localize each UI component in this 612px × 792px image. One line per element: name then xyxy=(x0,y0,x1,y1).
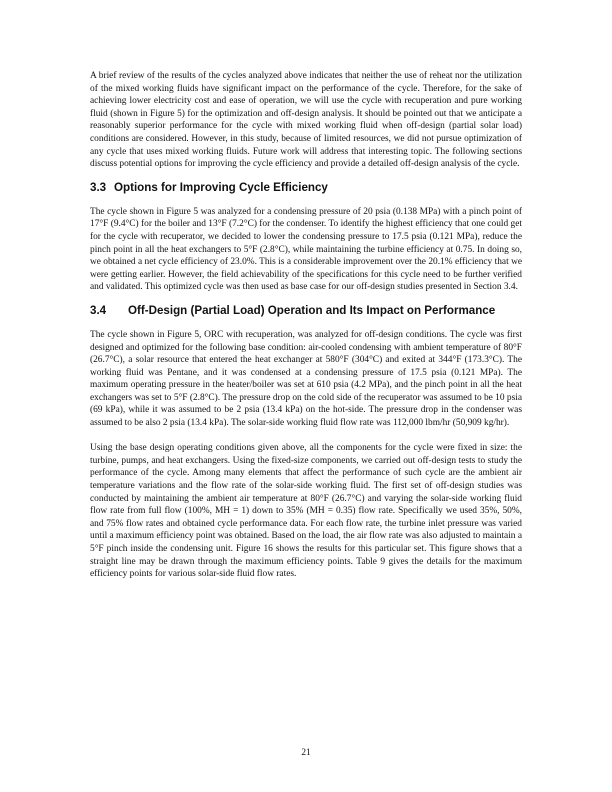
section-3-3-title: Options for Improving Cycle Efficiency xyxy=(114,180,328,194)
section-3-4-heading xyxy=(90,304,522,318)
section-3-4-paragraph-2: Using the base design operating conditions given above, all the components for the cycle were fixed in size: the turbine, pumps, and heat exchangers. Using the fixed-size components, we carried out off-design tests to study the performance of the cycle. Among many elements that affect the performance of such cycle are the ambient air temperature variations and the flow rate of the solar-side working fluid. The first set of off-design studies was conducted by maintaining the ambient air temperature at 80°F (26.7°C) and varying the solar-side working fluid flow rate from full flow (100%, MH = 1) down to 35% (MH = 0.35) flow rate. Specifically we used 35%, 50%, and 75% flow rates and obtained cycle performance data. For each flow rate, the turbine inlet pressure was varied until a maximum efficiency point was obtained. Based on the load, the air flow rate was also adjusted to maintain a 5°F pinch inside the condensing unit. Figure 16 shows the results for this particular set. This figure shows that a straight line may be drawn through the maximum efficiency points. Table 9 gives the details for the maximum efficiency points for various solar-side fluid flow rates. xyxy=(90,443,523,580)
section-3-3-paragraph: The cycle shown in Figure 5 was analyzed for a condensing pressure of 20 psia (0.138 MPa) with a pinch point of 17°F (9.4°C) for the boiler and 13°F (7.2°C) for the condenser. To identify the highest efficiency that one could get for the cycle with recuperator, we decided to lower the condensing pressure to 17.5 psia (0.121 MPa), reduce the pinch point in all the heat exchangers to 5°F (2.8°C), while maintaining the turbine efficiency at 0.75. In doing so, we obtained a net cycle efficiency of 23.0%. This is a considerable improvement over the 20.1% efficiency that we were getting earlier. However, the field achievability of the specifications for this cycle need to be further verified and validated. This optimized cycle was then used as base case for our off-design studies presented in Section 3.4. xyxy=(90,206,522,293)
section-3-3-number: 3.3 xyxy=(90,180,107,194)
section-3-4-number: 3.4 xyxy=(90,303,107,317)
section-3-4-paragraph-1: The cycle shown in Figure 5, ORC with recuperation, was analyzed for off-design conditions. The cycle was first designed and optimized for the following base condition: air-cooled condensing with ambient temperature of 80°F (26.7°C), a solar resource that entered the heat exchanger at 580°F (304°C) and exited at 344°F (173.3°C). The working fluid was Pentane, and it was condensed at a condensing pressure of 17.5 psia (0.121 MPa). The maximum operating pressure in the heater/boiler was set at 610 psia (4.2 MPa), and the pinch point in all the heat exchangers was set to 5°F (2.8°C). The pressure drop on the cold side of the recuperator was assumed to be 10 psia (69 kPa), while it was assumed to be 2 psia (13.4 kPa) on the hot-side. The pressure drop in the condenser was assumed to be also 2 psia (13.4 kPa). The solar-side working fluid flow rate was 112,000 lbm/hr (50,909 kg/hr). xyxy=(90,329,522,429)
section-3-3-heading xyxy=(90,181,522,195)
document-page xyxy=(90,70,522,581)
section-3-4-title: Off-Design (Partial Load) Operation and Its Impact on Performance xyxy=(128,303,496,317)
intro-paragraph: A brief review of the results of the cycles analyzed above indicates that neither the use of reheat nor the utilization of the mixed working fluids have significant impact on the performance of the cycle. Therefore, for the sake of achieving lower electricity cost and ease of operation, we will use the cycle with recuperation and pure working fluid (shown in Figure 5) for the optimization and off-design analysis. It should be pointed out that we anticipate a reasonably superior performance for the cycle with mixed working fluid when off-design (partial solar load) conditions are considered. However, in this study, because of limited resources, we did not pursue optimization of any cycle that uses mixed working fluids. Future work will address that interesting topic. The following sections discuss potential options for improving the cycle efficiency and provide a detailed off-design analysis of the cycle. xyxy=(90,71,522,170)
page-number: 21 xyxy=(301,748,311,758)
